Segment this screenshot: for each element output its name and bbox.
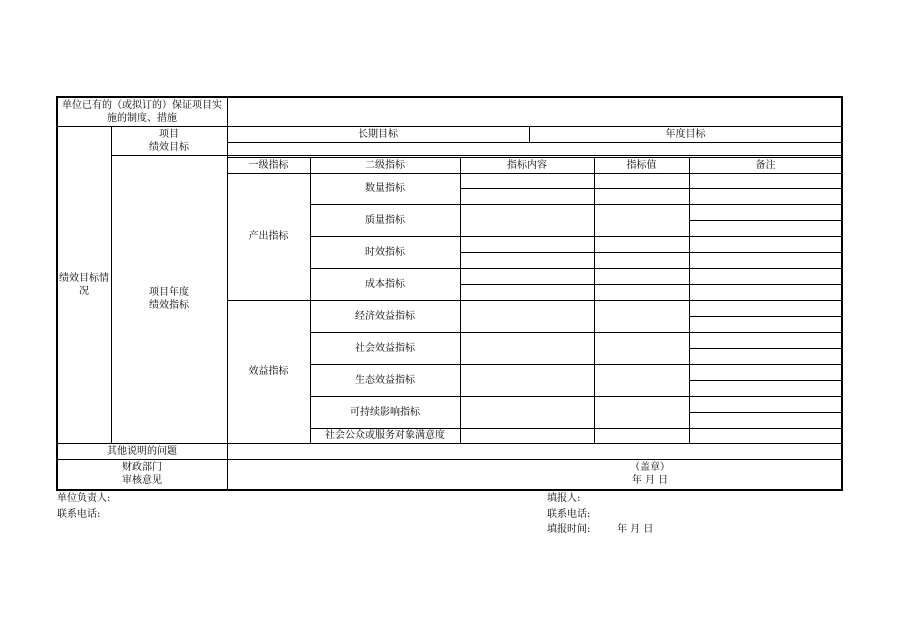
sub-quality-label: 质量指标 [365,214,405,226]
sub-economic-label: 经济效益指标 [355,310,415,322]
grid-line [689,220,842,221]
grid-line [689,348,842,349]
sub-satisfaction-label: 社会公众或服务对象满意度 [325,430,445,441]
grid-line [227,142,842,143]
contact-phone-right: 联系电话: [547,509,591,520]
grid-line [460,252,842,253]
sub-social-label: 社会效益指标 [355,342,415,354]
grid-line [310,428,842,429]
grid-line [310,268,842,269]
col-level2-header: 二级指标 [365,159,405,171]
grid-line [594,157,595,443]
grid-line [57,126,842,127]
sub-quantity-label: 数量指标 [365,183,405,194]
unit-head-label: 单位负责人: [57,493,111,504]
border-top [57,96,843,98]
col-value-header: 指标值 [626,159,657,171]
sub-sustain-label: 可持续影响指标 [350,406,420,418]
grid-line [689,157,690,443]
fill-time-label: 填报时间: [547,524,591,535]
grid-line [111,126,112,443]
grid-line [460,188,842,189]
system-measures-label: 单位已有的（或拟订的）保证项目实 施的制度、措施 [62,99,222,124]
grid-line [310,364,842,365]
grid-line [310,396,842,397]
grid-line [689,412,842,413]
annual-indicator-label: 项目年度 绩效指标 [149,287,189,311]
benefit-indicator-label: 效益指标 [248,366,289,377]
border-left [56,96,58,491]
grid-line [227,300,842,301]
fill-date: 年 月 日 [617,524,654,535]
contact-phone-left: 联系电话: [57,509,101,520]
grid-line [460,284,842,285]
filler-label: 填报人: [547,493,581,504]
sub-eco-label: 生态效益指标 [355,374,415,386]
grid-line [111,155,842,156]
grid-line [689,380,842,381]
approval-date: 年 月 日 [631,475,669,486]
grid-line [310,204,842,205]
grid-line [57,459,842,460]
seal-note: （盖章） [630,462,670,473]
grid-line [57,443,842,444]
grid-line [227,97,228,490]
col-level1-header: 一级指标 [248,159,289,171]
col-note-header: 备注 [755,159,776,171]
grid-line [310,157,311,443]
grid-line [227,157,842,158]
grid-line [460,157,461,443]
sub-cost-label: 成本指标 [365,278,405,290]
sub-time-label: 时效指标 [365,246,405,258]
grid-line [689,316,842,317]
project-goal-label: 项目 绩效目标 [149,128,189,153]
long-term-goal-header: 长期目标 [358,128,398,140]
grid-line [529,126,530,142]
grid-line [310,236,842,237]
col-content-header: 指标内容 [507,159,547,171]
finance-opinion-label: 财政部门 审核意见 [122,462,162,486]
grid-line [310,332,842,333]
other-issues-label: 其他说明的问题 [107,445,177,457]
performance-situation-label: 绩效目标情 况 [59,272,109,297]
output-indicator-label: 产出指标 [248,231,289,242]
annual-goal-header: 年度目标 [665,128,706,140]
border-bottom [57,489,843,491]
grid-line [227,173,842,174]
